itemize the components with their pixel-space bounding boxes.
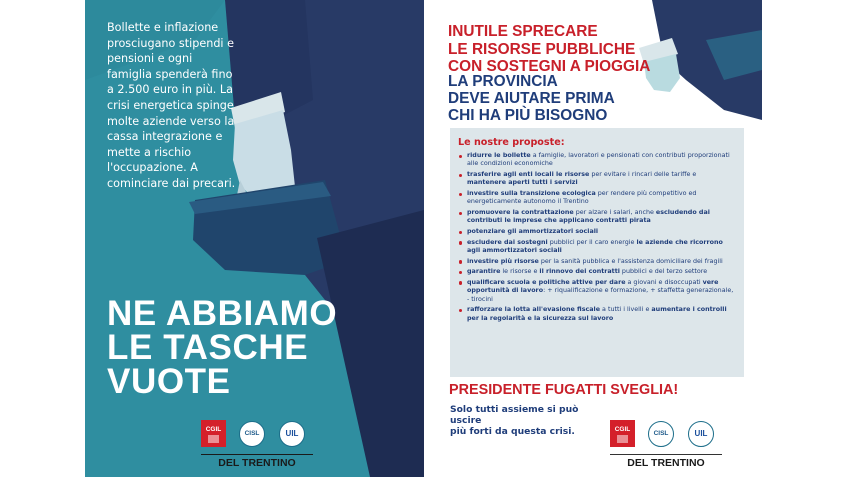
cgil-label: CGIL xyxy=(205,426,222,433)
proposal-item xyxy=(458,306,735,323)
proposal-text: pubblici e del terzo settore xyxy=(619,268,708,276)
cisl-logo-icon xyxy=(239,421,265,447)
proposal-item xyxy=(458,279,735,304)
closing-line: più forti da questa crisi. xyxy=(450,426,575,437)
proposal-text: garantire xyxy=(467,268,501,276)
flag-mark xyxy=(208,435,219,443)
proposal-item xyxy=(458,209,735,226)
proposal-text: escludendo dai contributi le imprese che applicano contratti pirata xyxy=(467,208,710,225)
proposal-text: pubblici per il caro energie xyxy=(547,238,637,246)
proposal-text: investire più risorse xyxy=(467,257,539,265)
proposal-text: per alzare i salari, anche xyxy=(573,208,656,216)
proposal-text: per la sanità pubblica e l'assistenza domiciliare dei fragili xyxy=(538,257,723,265)
proposals-title: Le nostre proposte: xyxy=(458,137,565,148)
cgil-logo-icon xyxy=(610,420,635,447)
cisl-label: CISL xyxy=(244,430,260,437)
proposal-text: per evitare i rincari delle tariffe e xyxy=(589,170,697,178)
proposal-text: ridurre le bollette xyxy=(467,152,531,159)
wakeup-heading: PRESIDENTE FUGATTI SVEGLIA! xyxy=(449,382,679,398)
proposal-text: aumentare i controlli per la regolarità e la sicurezza sul lavoro xyxy=(467,306,727,322)
proposal-item xyxy=(458,171,735,188)
union-logos-left xyxy=(201,418,313,474)
proposals-box xyxy=(450,128,744,377)
intro-text: Bollette e inflazione prosciugano stipendi e pensioni e ogni famiglia spenderà fino a 2.500 euro in più. La crisi energetica spinge molte aziende verso la cassa integrazione e mette a rischio l'occupazione. A cominciare dai precari. xyxy=(107,21,236,190)
main-headline xyxy=(107,294,407,401)
flag-mark xyxy=(617,435,628,443)
uil-logo-icon xyxy=(279,421,305,447)
headline-line: VUOTE xyxy=(107,362,231,401)
proposal-text: per rendere più competitivo ed energeticamente autonomo il Trentino xyxy=(467,189,697,206)
left-panel xyxy=(85,0,424,477)
uil-label: UIL xyxy=(694,429,708,438)
proposal-text: mantenere aperti tutti i servizi xyxy=(467,179,578,187)
headline-line: LA PROVINCIA xyxy=(448,73,558,90)
headline-blue xyxy=(448,73,615,124)
cisl-label: CISL xyxy=(653,430,669,437)
region-label: DEL TRENTINO xyxy=(610,454,722,469)
headline-line: DEVE AIUTARE PRIMA xyxy=(448,90,615,107)
proposal-text: a giovani e disoccupati xyxy=(625,278,703,286)
proposal-item xyxy=(458,152,735,169)
headline-line: CON SOSTEGNI A PIOGGIA xyxy=(448,58,651,75)
proposal-item xyxy=(458,228,735,236)
proposal-text: il rinnovo dei contratti xyxy=(539,268,620,276)
uil-label: UIL xyxy=(285,429,299,438)
proposal-text: trasferire agli enti locali le risorse xyxy=(467,170,590,178)
logo-row xyxy=(610,418,720,454)
proposal-text: vere opportunità di lavoro xyxy=(467,278,719,295)
proposal-text: qualificare scuola e politiche attive per dare xyxy=(467,278,626,286)
headline-line: NE ABBIAMO xyxy=(107,294,338,333)
closing-text xyxy=(450,404,610,437)
headline-red xyxy=(448,23,650,76)
proposal-text: potenziare gli ammortizzatori sociali xyxy=(467,227,599,235)
uil-logo-icon xyxy=(688,421,714,447)
proposal-text: a famiglie, lavoratori e pensionati con contributi proporzionati alle condizioni economiche xyxy=(467,152,730,168)
proposal-item xyxy=(458,190,735,207)
proposal-text: promuovere la contrattazione xyxy=(467,208,574,216)
cgil-logo-icon xyxy=(201,420,226,447)
cisl-logo-icon xyxy=(648,421,674,447)
proposal-text: le aziende che ricorrono agli ammortizzatori sociali xyxy=(467,238,723,254)
proposal-text: a tutti i livelli e xyxy=(600,306,652,314)
union-logos-right xyxy=(610,418,722,474)
proposal-text: : + riqualificazione e formazione, + staffetta generazionale, - tirocini xyxy=(467,287,734,303)
cgil-label: CGIL xyxy=(614,426,631,433)
headline-line: INUTILE SPRECARE xyxy=(448,23,598,40)
proposal-item xyxy=(458,239,735,256)
proposal-text: escludere dai sostegni xyxy=(467,238,548,246)
proposal-text: investire sulla transizione ecologica xyxy=(467,189,596,197)
headline-line: LE TASCHE xyxy=(107,328,309,367)
headline-line: LE RISORSE PUBBLICHE xyxy=(448,40,636,58)
logo-row xyxy=(201,418,311,454)
proposal-item xyxy=(458,258,735,266)
closing-line: Solo tutti assieme si può uscire xyxy=(450,404,579,426)
right-panel xyxy=(424,0,762,477)
proposal-item xyxy=(458,268,735,276)
proposals-list xyxy=(458,152,735,323)
region-label: DEL TRENTINO xyxy=(201,454,313,469)
proposal-text: le risorse e xyxy=(500,268,540,276)
headline-line: CHI HA PIÙ BISOGNO xyxy=(448,107,608,124)
proposal-text: rafforzare la lotta all'evasione fiscale xyxy=(467,306,601,314)
